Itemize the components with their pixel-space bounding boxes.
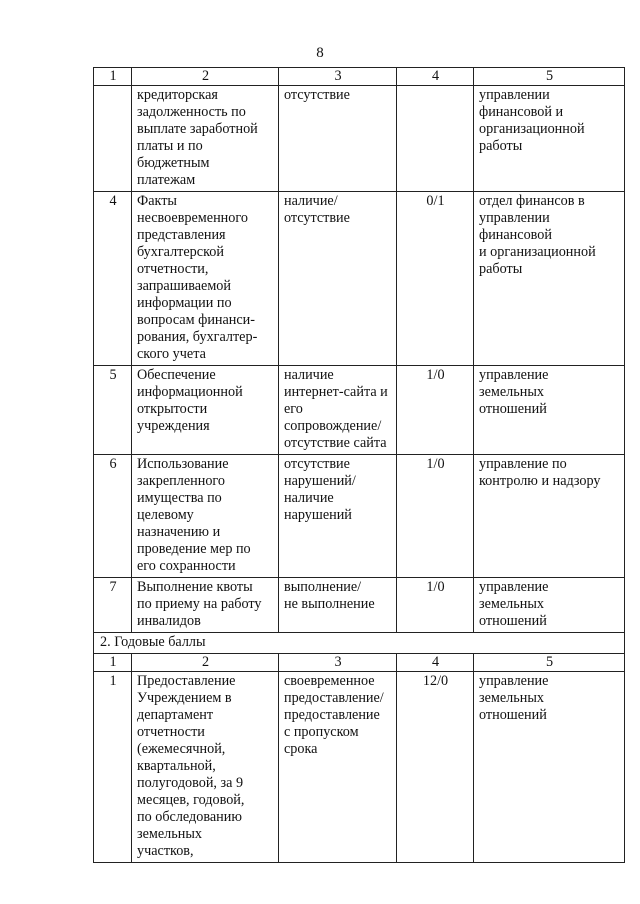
row-number: 1 — [94, 672, 132, 863]
header-cell: 3 — [279, 68, 397, 86]
header-cell: 4 — [397, 654, 474, 672]
header-cell: 3 — [279, 654, 397, 672]
section-row — [94, 633, 625, 654]
header-cell: 2 — [132, 68, 279, 86]
indicator-cell: Обеспечение информационной открытости учреждения — [132, 366, 279, 455]
table-row — [94, 672, 625, 863]
row-number: 7 — [94, 578, 132, 633]
indicator-cell: Выполнение квоты по приему на работу инвалидов — [132, 578, 279, 633]
responsible-cell: управление земельных отношений — [474, 578, 625, 633]
responsible-cell: управление земельных отношений — [474, 366, 625, 455]
header-cell: 1 — [94, 68, 132, 86]
indicator-cell: Предоставление Учреждением в департамент отчетности (ежемесячной, квартальной, полугодовой, за 9 месяцев, годовой, по обследованию земельных участков, — [132, 672, 279, 863]
header-cell: 1 — [94, 654, 132, 672]
score-cell: 1/0 — [397, 578, 474, 633]
score-cell: 12/0 — [397, 672, 474, 863]
row-number: 4 — [94, 192, 132, 366]
table-row — [94, 366, 625, 455]
responsible-cell: отдел финансов в управлении финансовой и организационной работы — [474, 192, 625, 366]
condition-cell: своевременное предоставление/ предоставление с пропуском срока — [279, 672, 397, 863]
condition-cell: наличие/ отсутствие — [279, 192, 397, 366]
table-header-row — [94, 68, 625, 86]
condition-cell: отсутствие нарушений/ наличие нарушений — [279, 455, 397, 578]
row-number — [94, 86, 132, 192]
header-cell: 2 — [132, 654, 279, 672]
indicator-cell: Использование закрепленного имущества по целевому назначению и проведение мер по его сохранности — [132, 455, 279, 578]
responsible-cell: управление земельных отношений — [474, 672, 625, 863]
header-cell: 5 — [474, 68, 625, 86]
condition-cell: наличие интернет-сайта и его сопровождение/ отсутствие сайта — [279, 366, 397, 455]
section-title: 2. Годовые баллы — [94, 633, 625, 654]
table-header-row — [94, 654, 625, 672]
table-row — [94, 86, 625, 192]
score-cell — [397, 86, 474, 192]
score-cell: 1/0 — [397, 366, 474, 455]
header-cell: 4 — [397, 68, 474, 86]
condition-cell: отсутствие — [279, 86, 397, 192]
table-row — [94, 578, 625, 633]
table-row — [94, 192, 625, 366]
responsible-cell: управлении финансовой и организационной работы — [474, 86, 625, 192]
row-number: 6 — [94, 455, 132, 578]
responsible-cell: управление по контролю и надзору — [474, 455, 625, 578]
indicator-cell: кредиторская задолженность по выплате заработной платы и по бюджетным платежам — [132, 86, 279, 192]
page-number: 8 — [316, 45, 324, 61]
condition-cell: выполнение/ не выполнение — [279, 578, 397, 633]
row-number: 5 — [94, 366, 132, 455]
score-cell: 1/0 — [397, 455, 474, 578]
header-cell: 5 — [474, 654, 625, 672]
score-cell: 0/1 — [397, 192, 474, 366]
criteria-table — [93, 67, 625, 863]
table-row — [94, 455, 625, 578]
indicator-cell: Факты несвоевременного представления бухгалтерской отчетности, запрашиваемой информации по вопросам финанси- рования, бухгалтер- ского учета — [132, 192, 279, 366]
